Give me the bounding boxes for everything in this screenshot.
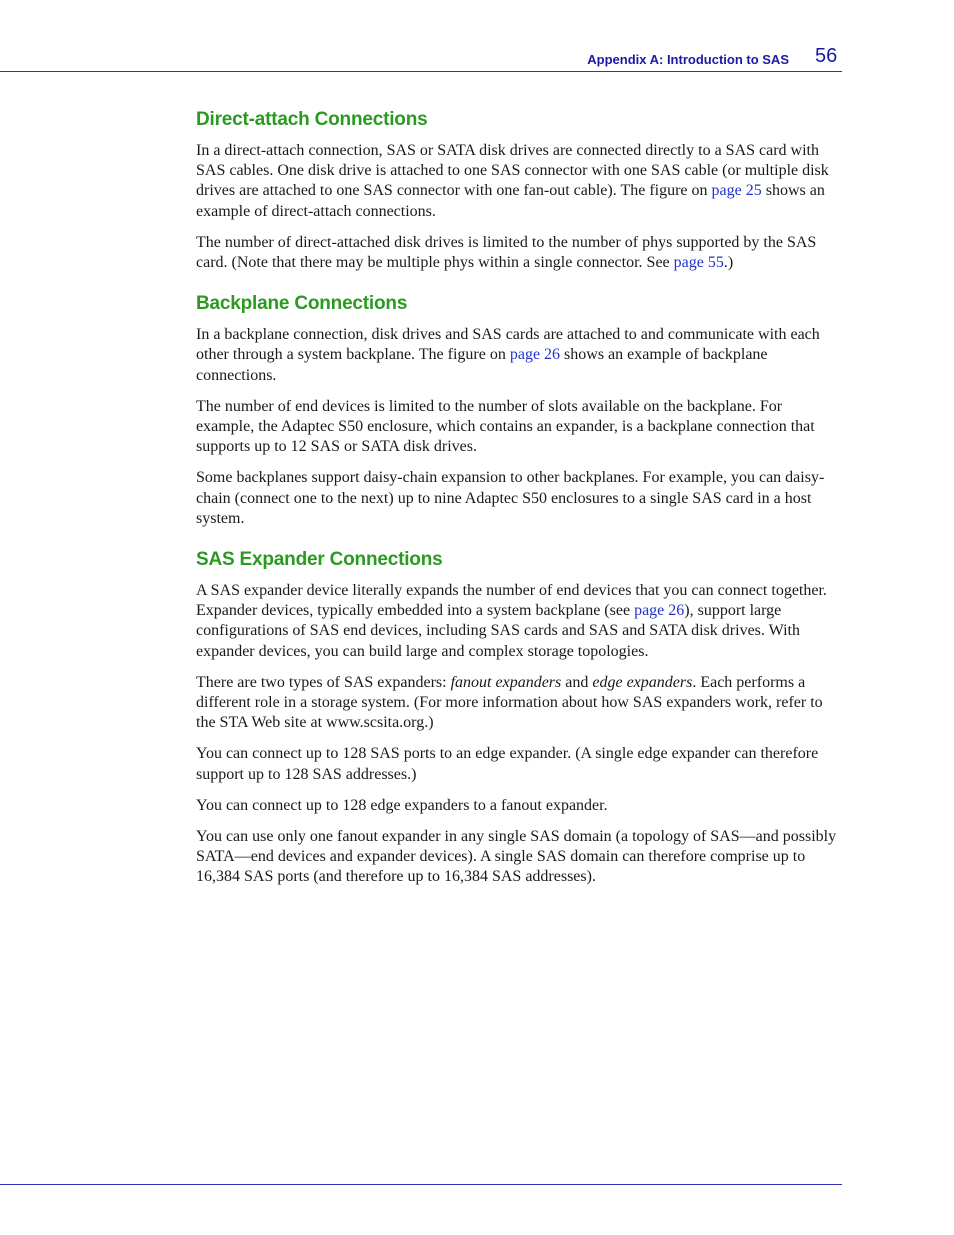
term-edge-expanders: edge expanders [592, 673, 693, 691]
paragraph: A SAS expander device literally expands the number of end devices that you can connect together. Expander devices, typically embedded into a system backplane (see page 26), support large configurations of SAS end devices, including SAS cards and SAS and SATA disk drives. With expander devices, you can build large and complex storage topologies. [196, 582, 827, 660]
paragraph: You can use only one fanout expander in any single SAS domain (a topology of SAS—and possibly SATA—end devices and expander devices). A single SAS domain can therefore comprise up to 16,384 SAS ports (and therefore up to 16,384 SAS addresses). [196, 828, 837, 886]
page-link[interactable]: page 55 [673, 254, 724, 272]
page-link[interactable]: page 25 [711, 182, 762, 200]
paragraph: The number of end devices is limited to the number of slots available on the backplane. For example, the Adaptec S50 enclosure, which contains an expander, is a backplane connection that supports up to 12 SAS or SATA disk drives. [196, 397, 815, 456]
paragraph: You can connect up to 128 edge expanders to a fanout expander. [196, 796, 608, 814]
paragraph: You can connect up to 128 SAS ports to an edge expander. (A single edge expander can therefore support up to 128 SAS addresses.) [196, 745, 819, 783]
footer-rule [0, 1184, 842, 1185]
paragraph: The number of direct-attached disk drives is limited to the number of phys supported by the SAS card. (Note that there may be multiple phys within a single connector. See page 55.) [196, 233, 817, 272]
paragraph: In a direct-attach connection, SAS or SATA disk drives are connected directly to a SAS card with SAS cables. One disk drive is attached to one SAS connector with one SAS cable (or multiple disk drives are attached to one SAS connector with one fan-out cable). The figure on page 25 shows an example of direct-attach connections. [196, 142, 829, 220]
header-rule [0, 71, 842, 72]
page-link[interactable]: page 26 [509, 346, 561, 364]
paragraph: Some backplanes support daisy-chain expansion to other backplanes. For example, you can daisy-chain (connect one to the next) up to nine Adaptec S50 enclosures to a single SAS card in a host system. [196, 469, 825, 527]
paragraph: There are two types of SAS expanders: fanout expanders and edge expanders. Each performs a different role in a storage system. (For more information about how SAS expanders work, refer to the STA Web site at www.scsita.org.) [196, 673, 823, 732]
running-header: Appendix A: Introduction to SAS [587, 52, 789, 67]
section-heading-sas-expander: SAS Expander Connections [196, 549, 443, 571]
paragraph: In a backplane connection, disk drives and SAS cards are attached to and communicate with each other through a system backplane. The figure on page 26 shows an example of backplane connections. [196, 326, 820, 384]
term-fanout-expanders: fanout expanders [450, 673, 562, 691]
page-number: 56 [815, 45, 838, 67]
section-heading-backplane: Backplane Connections [196, 293, 408, 315]
section-heading-direct-attach: Direct-attach Connections [196, 109, 428, 130]
page-link[interactable]: page 26 [634, 602, 685, 620]
page-content [196, 108, 842, 899]
